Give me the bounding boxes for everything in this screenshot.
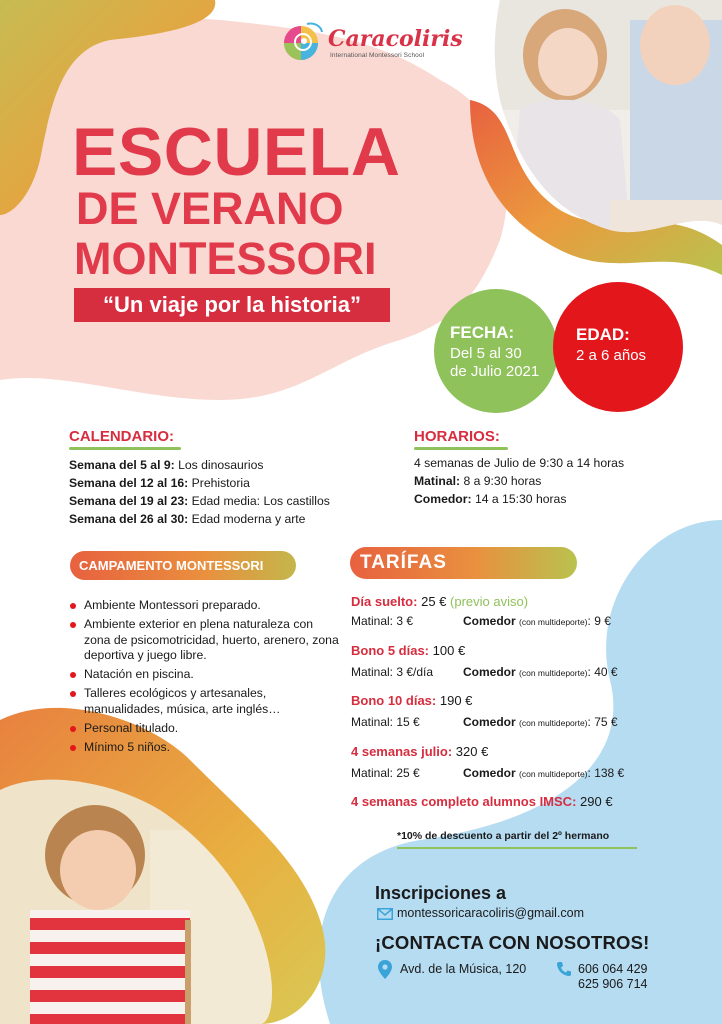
logo-name: Caracoliris bbox=[328, 26, 463, 52]
tarifa-group-title: Día suelto: 25 € (previo aviso) bbox=[351, 594, 529, 609]
tarifa-comedor: Comedor (con multideporte): 40 € bbox=[463, 665, 618, 679]
tarifa-matinal: Matinal: 25 € bbox=[351, 766, 420, 780]
discount-note: *10% de descuento a partir del 2º hermano bbox=[397, 830, 610, 842]
tarifa-group-title: Bono 10 días: 190 € bbox=[351, 693, 473, 708]
calendario-row: Semana del 26 al 30: Edad moderna y arte bbox=[69, 512, 306, 526]
horarios-heading: HORARIOS: bbox=[414, 428, 500, 445]
boy-photo bbox=[0, 770, 300, 1024]
tarifa-comedor: Comedor (con multideporte): 9 € bbox=[463, 614, 611, 628]
address: Avd. de la Música, 120 bbox=[400, 962, 527, 976]
fecha-line-2: de Julio 2021 bbox=[450, 363, 540, 380]
tarifa-comedor: Comedor (con multideporte): 138 € bbox=[463, 766, 625, 780]
calendario-underline bbox=[69, 447, 181, 450]
fecha-circle bbox=[434, 289, 558, 413]
list-item: Ambiente exterior en plena naturaleza con zona de psicomotricidad, huerto, arenero, zona deportiva y juego libre. bbox=[70, 617, 340, 664]
phone-2[interactable]: 625 906 714 bbox=[578, 977, 648, 991]
tarifa-matinal: Matinal: 3 €/día bbox=[351, 665, 434, 679]
horarios-line-1: 4 semanas de Julio de 9:30 a 14 horas bbox=[414, 456, 625, 470]
calendario-heading: CALENDARIO: bbox=[69, 428, 174, 445]
location-pin-icon bbox=[378, 960, 392, 979]
mail-icon bbox=[377, 908, 393, 920]
campamento-heading: CAMPAMENTO MONTESSORI bbox=[70, 551, 296, 580]
list-item: Personal titulado. bbox=[70, 721, 340, 737]
girl-photo bbox=[490, 0, 722, 245]
tarifa-group-title: 4 semanas julio: 320 € bbox=[351, 744, 489, 759]
tarifa-complete: 4 semanas completo alumnos IMSC: 290 € bbox=[351, 794, 613, 809]
title-line-1: ESCUELA bbox=[72, 114, 401, 190]
calendario-row: Semana del 12 al 16: Prehistoria bbox=[69, 476, 250, 490]
edad-label: EDAD: bbox=[576, 325, 630, 344]
horarios-underline bbox=[414, 447, 508, 450]
tarifa-matinal: Matinal: 3 € bbox=[351, 614, 414, 628]
calendario-row: Semana del 5 al 9: Los dinosaurios bbox=[69, 458, 264, 472]
edad-circle bbox=[553, 282, 683, 412]
tarifa-comedor: Comedor (con multideporte): 75 € bbox=[463, 715, 618, 729]
tarifa-matinal: Matinal: 15 € bbox=[351, 715, 420, 729]
tarifa-group-title: Bono 5 días: 100 € bbox=[351, 643, 466, 658]
logo-subtitle: International Montessori School bbox=[330, 52, 425, 59]
list-item: Natación en piscina. bbox=[70, 667, 340, 683]
phone-icon bbox=[556, 961, 572, 977]
discount-underline bbox=[397, 847, 637, 849]
title-line-3: MONTESSORI bbox=[74, 233, 377, 284]
list-item: Ambiente Montessori preparado. bbox=[70, 598, 340, 614]
contacta-heading: ¡CONTACTA CON NOSOTROS! bbox=[375, 932, 650, 953]
calendario-row: Semana del 19 al 23: Edad media: Los castillos bbox=[69, 494, 330, 508]
tarifas-heading: TARÍFAS bbox=[350, 547, 577, 579]
horarios-comedor: Comedor: 14 a 15:30 horas bbox=[414, 492, 567, 506]
spiral-shell-icon bbox=[281, 18, 323, 64]
subtitle-banner: “Un viaje por la historia” bbox=[74, 288, 390, 322]
fecha-line-1: Del 5 al 30 bbox=[450, 345, 522, 362]
campamento-list bbox=[70, 598, 340, 759]
inscripciones-heading: Inscripciones a bbox=[375, 883, 507, 903]
phone-1[interactable]: 606 064 429 bbox=[578, 962, 648, 976]
email-link[interactable]: montessoricaracoliris@gmail.com bbox=[397, 906, 585, 920]
list-item: Talleres ecológicos y artesanales, manualidades, música, arte inglés… bbox=[70, 686, 340, 717]
list-item: Mínimo 5 niños. bbox=[70, 740, 340, 756]
fecha-label: FECHA: bbox=[450, 323, 515, 342]
horarios-matinal: Matinal: 8 a 9:30 horas bbox=[414, 474, 542, 488]
title-line-2: DE VERANO bbox=[76, 183, 344, 234]
edad-value: 2 a 6 años bbox=[576, 347, 647, 364]
